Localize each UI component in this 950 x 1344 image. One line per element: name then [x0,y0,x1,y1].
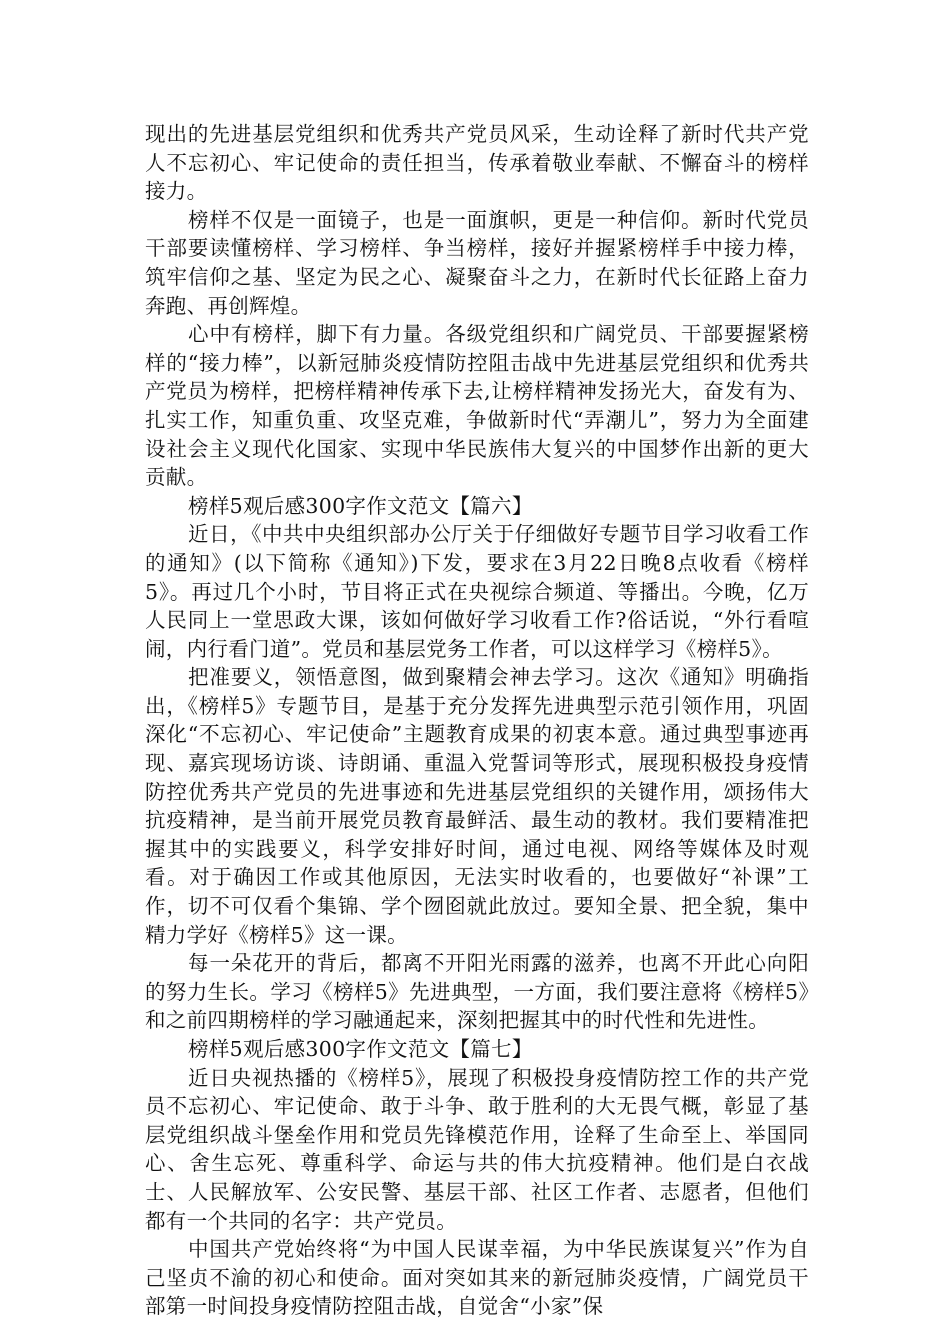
paragraph-flower: 每一朵花开的背后，都离不开阳光雨露的滋养，也离不开此心向阳的努力生长。学习《榜样5》先进典型，一方面，我们要注意将《榜样5》和之前四期榜样的学习融通起来，深刻把握其中的时代性和先进性。 [145,951,809,1033]
paragraph-cctv: 近日央视热播的《榜样5》，展现了积极投身疫情防控工作的共产党员不忘初心、牢记使命、敢于斗争、敢于胜利的大无畏气概，彰显了基层党组织战斗堡垒作用和党员先锋模范作用，诠释了生命至上、举国同心、舍生忘死、尊重科学、命运与共的伟大抗疫精神。他们是白衣战士、人民解放军、公安民警、基层干部、社区工作者、志愿者，但他们都有一个共同的名字：共产党员。 [145,1065,809,1233]
section-heading-part-seven: 榜样5观后感300字作文范文【篇七】 [188,1037,533,1061]
paragraph-party-mission: 中国共产党始终将“为中国人民谋幸福，为中华民族谋复兴”作为自己坚贞不渝的初心和使命。面对突如其来的新冠肺炎疫情，广阔党员干部第一时间投身疫情防控阻击战，自觉舍“小家”保 [145,1237,809,1319]
paragraph-continued: 现出的先进基层党组织和优秀共产党员风采，生动诠释了新时代共产党人不忘初心、牢记使命的责任担当，传承着敬业奉献、不懈奋斗的榜样接力。 [145,122,809,204]
paragraph-notice: 近日，《中共中央组织部办公厅关于仔细做好专题节目学习收看工作的通知》(以下简称《通知》)下发，要求在3月22日晚8点收看《榜样5》。再过几个小时，节目将正式在央视综合频道、等播出。今晚，亿万人民同上一堂思政大课，该如何做好学习收看工作?俗话说，“外行看喧闹，内行看门道”。党员和基层党务工作者，可以这样学习《榜样5》。 [145,522,809,661]
paragraph-role-model-banner: 榜样不仅是一面镜子，也是一面旗帜，更是一种信仰。新时代党员干部要读懂榜样、学习榜样、争当榜样，接好并握紧榜样手中接力棒，筑牢信仰之基、坚定为民之心、凝聚奋斗之力，在新时代长征路上奋力奔跑、再创辉煌。 [145,207,809,318]
document-page [145,120,809,1321]
paragraph-study-focus: 把准要义，领悟意图，做到聚精会神去学习。这次《通知》明确指出，《榜样5》专题节目，是基于充分发挥先进典型示范引领作用，巩固深化“不忘初心、牢记使命”主题教育成果的初衷本意。通过典型事迹再现、嘉宾现场访谈、诗朗诵、重温入党誓词等形式，展现积极投身疫情防控优秀共产党员的先进事迹和先进基层党组织的关键作用，颂扬伟大抗疫精神，是当前开展党员教育最鲜活、最生动的教材。我们要精准把握其中的实践要义，科学安排好时间，通过电视、网络等媒体及时观看。对于确因工作或其他原因，无法实时收看的，也要做好“补课”工作，切不可仅看个集锦、学个囫囵就此放过。要知全景、把全貌，集中精力学好《榜样5》这一课。 [145,665,809,947]
section-heading-part-six: 榜样5观后感300字作文范文【篇六】 [188,493,533,518]
paragraph-relay-baton: 心中有榜样，脚下有力量。各级党组织和广阔党员、干部要握紧榜样的“接力棒”，以新冠肺炎疫情防控阻击战中先进基层党组织和优秀共产党员为榜样，把榜样精神传承下去,让榜样精神发扬光大，奋发有为、扎实工作，知重负重、攻坚克难，争做新时代“弄潮儿”，努力为全面建设社会主义现代化国家、实现中华民族伟大复兴的中国梦作出新的更大贡献。 [145,322,809,490]
